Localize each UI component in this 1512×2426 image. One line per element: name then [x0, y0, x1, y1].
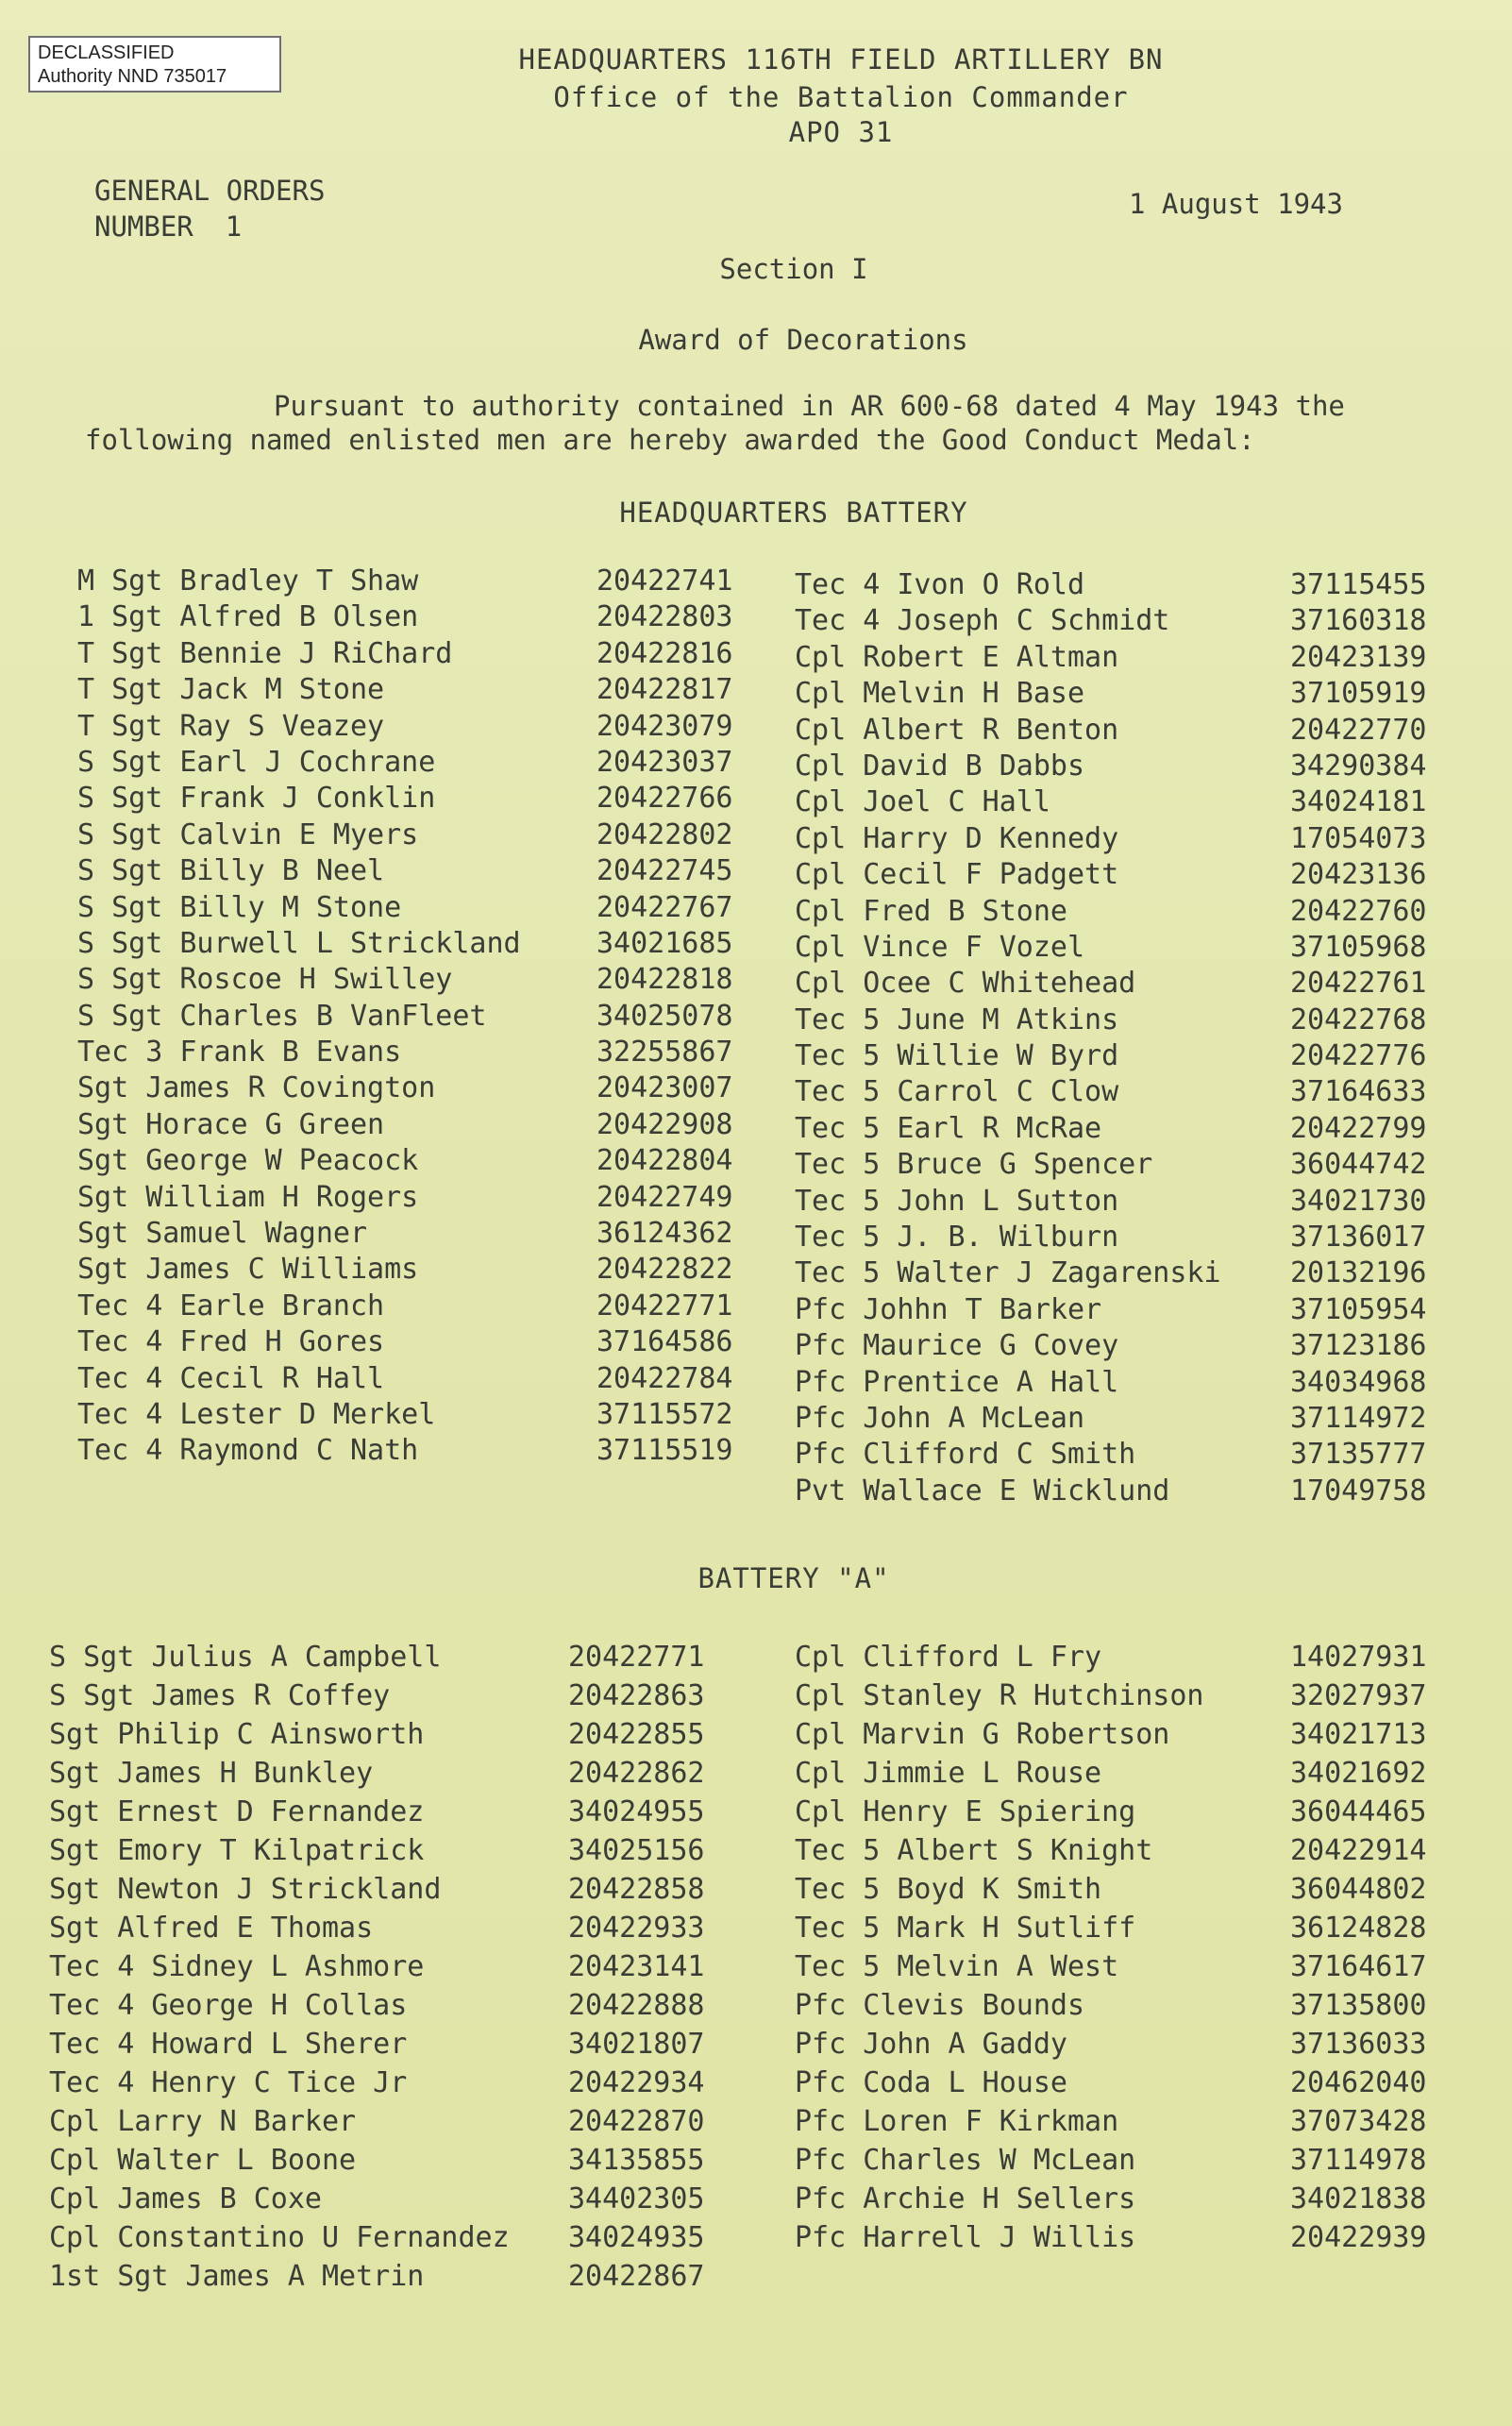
number-label: NUMBER [94, 211, 193, 243]
soldier-name: Tec 4 Henry C Tice Jr [49, 2066, 408, 2099]
soldier-name: T Sgt Bennie J RiChard [77, 636, 453, 670]
serial-number: 34402305 [568, 2182, 705, 2215]
soldier-name: Cpl Constantino U Fernandez [49, 2221, 510, 2254]
soldier-name: Sgt William H Rogers [77, 1180, 419, 1214]
serial-number: 37160318 [1290, 604, 1427, 638]
award-heading: Award of Decorations [638, 324, 968, 356]
soldier-name: Tec 3 Frank B Evans [77, 1036, 402, 1070]
soldier-name: T Sgt Ray S Veazey [77, 709, 385, 743]
soldier-name: S Sgt Calvin E Myers [77, 817, 419, 851]
serial-number: 34135855 [568, 2144, 705, 2177]
soldier-name: Pvt Wallace E Wicklund [795, 1474, 1170, 1508]
serial-number: 20423136 [1290, 858, 1427, 892]
serial-number: 20422804 [596, 1144, 733, 1178]
section-heading: Section I [719, 253, 868, 285]
serial-number: 20422771 [568, 1641, 705, 1674]
authority-paragraph [85, 389, 1416, 457]
soldier-name: Pfc John A Gaddy [795, 2028, 1067, 2061]
serial-number: 37115572 [596, 1397, 733, 1431]
serial-number: 20422741 [596, 564, 733, 598]
soldier-name: Tec 5 John L Sutton [795, 1184, 1119, 1218]
serial-number: 20132196 [1290, 1256, 1427, 1290]
serial-number: 20422799 [1290, 1111, 1427, 1145]
soldier-name: Tec 5 Mark H Sutliff [795, 1912, 1136, 1945]
serial-number: 20422771 [596, 1289, 733, 1323]
soldier-name: Tec 5 Carrol C Clow [795, 1075, 1119, 1109]
soldier-name: Tec 4 Cecil R Hall [77, 1361, 385, 1395]
number-line [94, 209, 325, 244]
soldier-name: Tec 4 Joseph C Schmidt [795, 604, 1170, 638]
serial-number: 20422867 [568, 2260, 705, 2293]
header-apo: APO 31 [788, 116, 894, 148]
soldier-name: Tec 5 J. B. Wilburn [795, 1221, 1119, 1255]
soldier-name: Pfc Clevis Bounds [795, 1989, 1085, 2022]
hq-battery-title: HEADQUARTERS BATTERY [619, 497, 968, 529]
serial-number: 37115519 [596, 1434, 733, 1468]
soldier-name: Sgt James R Covington [77, 1071, 436, 1105]
soldier-name: Cpl Fred B Stone [795, 894, 1067, 928]
serial-number: 20423139 [1290, 640, 1427, 674]
soldier-name: Tec 4 Earle Branch [77, 1289, 385, 1323]
serial-number: 20422858 [568, 1873, 705, 1906]
serial-number: 37164633 [1290, 1075, 1427, 1109]
soldier-name: Pfc Charles W McLean [795, 2144, 1136, 2177]
soldier-name: Pfc John A McLean [795, 1401, 1085, 1435]
soldier-name: Sgt George W Peacock [77, 1144, 419, 1178]
serial-number: 20422908 [596, 1107, 733, 1141]
serial-number: 20422784 [596, 1361, 733, 1395]
serial-number: 37164586 [596, 1325, 733, 1359]
serial-number: 20422818 [596, 963, 733, 997]
serial-number: 37073428 [1290, 2105, 1427, 2138]
serial-number: 37123186 [1290, 1329, 1427, 1363]
soldier-name: Tec 5 Willie W Byrd [795, 1039, 1119, 1073]
soldier-name: Pfc Johhn T Barker [795, 1292, 1102, 1326]
serial-number: 20422870 [568, 2105, 705, 2138]
serial-number: 34021838 [1290, 2182, 1427, 2215]
order-date: 1 August 1943 [1129, 188, 1343, 220]
soldier-name: Pfc Maurice G Covey [795, 1329, 1119, 1363]
soldier-name: Cpl Harry D Kennedy [795, 821, 1119, 855]
serial-number: 20422776 [1290, 1039, 1427, 1073]
soldier-name: Tec 4 Lester D Merkel [77, 1397, 436, 1431]
paragraph-text: Pursuant to authority contained in AR 600-68 dated 4 May 1943 the following named enlisted men are hereby awarded the Good Conduct Medal: [85, 390, 1345, 456]
serial-number: 37135777 [1290, 1438, 1427, 1472]
serial-number: 20422766 [596, 782, 733, 816]
soldier-name: S Sgt Burwell L Strickland [77, 926, 521, 960]
soldier-name: Pfc Coda L House [795, 2066, 1067, 2099]
serial-number: 20422863 [568, 1679, 705, 1712]
soldier-name: Tec 5 Bruce G Spencer [795, 1148, 1153, 1182]
serial-number: 34021685 [596, 926, 733, 960]
soldier-name: Sgt Ernest D Fernandez [49, 1795, 425, 1828]
soldier-name: Pfc Prentice A Hall [795, 1365, 1119, 1399]
serial-number: 34024935 [568, 2221, 705, 2254]
serial-number: 37136017 [1290, 1221, 1427, 1255]
soldier-name: Cpl James B Coxe [49, 2182, 322, 2215]
soldier-name: S Sgt Charles B VanFleet [77, 999, 487, 1033]
serial-number: 20422816 [596, 636, 733, 670]
serial-number: 32255867 [596, 1036, 733, 1070]
serial-number: 36044742 [1290, 1148, 1427, 1182]
serial-number: 14027931 [1290, 1641, 1427, 1674]
serial-number: 20422934 [568, 2066, 705, 2099]
soldier-name: S Sgt Earl J Cochrane [77, 745, 436, 779]
soldier-name: Tec 5 Walter J Zagarenski [795, 1256, 1221, 1290]
serial-number: 34290384 [1290, 749, 1427, 783]
serial-number: 20422760 [1290, 894, 1427, 928]
soldier-name: Cpl Clifford L Fry [795, 1641, 1102, 1674]
serial-number: 20423079 [596, 709, 733, 743]
serial-number: 20422761 [1290, 967, 1427, 1001]
serial-number: 36044802 [1290, 1873, 1427, 1906]
soldier-name: Sgt Emory T Kilpatrick [49, 1834, 425, 1867]
serial-number: 37135800 [1290, 1989, 1427, 2022]
soldier-name: Pfc Loren F Kirkman [795, 2105, 1119, 2138]
header-unit: HEADQUARTERS 116TH FIELD ARTILLERY BN [518, 43, 1164, 76]
serial-number: 20423141 [568, 1950, 705, 1983]
soldier-name: Cpl Robert E Altman [795, 640, 1119, 674]
serial-number: 20422914 [1290, 1834, 1427, 1867]
soldier-name: Cpl David B Dabbs [795, 749, 1085, 783]
soldier-name: Cpl Stanley R Hutchinson [795, 1679, 1204, 1712]
soldier-name: Tec 4 Howard L Sherer [49, 2028, 408, 2061]
serial-number: 20422817 [596, 673, 733, 707]
soldier-name: Tec 4 Fred H Gores [77, 1325, 385, 1359]
soldier-name: Tec 4 Sidney L Ashmore [49, 1950, 425, 1983]
serial-number: 20422802 [596, 817, 733, 851]
general-orders-label [94, 173, 325, 244]
soldier-name: S Sgt Julius A Campbell [49, 1641, 442, 1674]
serial-number: 34025156 [568, 1834, 705, 1867]
soldier-name: Cpl Vince F Vozel [795, 930, 1085, 964]
serial-number: 37114972 [1290, 1401, 1427, 1435]
serial-number: 20423007 [596, 1071, 733, 1105]
soldier-name: Sgt Alfred E Thomas [49, 1912, 374, 1945]
soldier-name: Sgt James H Bunkley [49, 1757, 374, 1790]
soldier-name: Cpl Larry N Barker [49, 2105, 357, 2138]
serial-number: 20422939 [1290, 2221, 1427, 2254]
soldier-name: Cpl Marvin G Robertson [795, 1718, 1170, 1751]
serial-number: 20422745 [596, 854, 733, 888]
soldier-name: Pfc Archie H Sellers [795, 2182, 1136, 2215]
serial-number: 36124362 [596, 1217, 733, 1251]
soldier-name: M Sgt Bradley T Shaw [77, 564, 419, 598]
soldier-name: Tec 5 June M Atkins [795, 1002, 1119, 1036]
soldier-name: Cpl Walter L Boone [49, 2144, 357, 2177]
serial-number: 20422933 [568, 1912, 705, 1945]
soldier-name: Sgt Samuel Wagner [77, 1217, 368, 1251]
soldier-name: S Sgt James R Coffey [49, 1679, 391, 1712]
soldier-name: Tec 5 Albert S Knight [795, 1834, 1153, 1867]
serial-number: 20422749 [596, 1180, 733, 1214]
serial-number: 20422862 [568, 1757, 705, 1790]
serial-number: 37136033 [1290, 2028, 1427, 2061]
serial-number: 34021713 [1290, 1718, 1427, 1751]
soldier-name: Sgt Horace G Green [77, 1107, 385, 1141]
soldier-name: S Sgt Billy M Stone [77, 890, 402, 924]
order-number: 1 [225, 211, 243, 243]
serial-number: 34025078 [596, 999, 733, 1033]
serial-number: 20422855 [568, 1718, 705, 1751]
header-office: Office of the Battalion Commander [553, 81, 1129, 113]
serial-number: 20422768 [1290, 1002, 1427, 1036]
soldier-name: Sgt James C Williams [77, 1253, 419, 1287]
serial-number: 20422770 [1290, 713, 1427, 747]
soldier-name: 1 Sgt Alfred B Olsen [77, 600, 419, 634]
serial-number: 34021692 [1290, 1757, 1427, 1790]
battery-a-title: BATTERY "A" [697, 1562, 890, 1594]
stamp-line-2: Authority NND 735017 [38, 66, 227, 87]
serial-number: 37105968 [1290, 930, 1427, 964]
soldier-name: Tec 4 George H Collas [49, 1989, 408, 2022]
soldier-name: Cpl Joel C Hall [795, 785, 1050, 819]
serial-number: 36124828 [1290, 1912, 1427, 1945]
soldier-name: Cpl Jimmie L Rouse [795, 1757, 1102, 1790]
soldier-name: Cpl Ocee C Whitehead [795, 967, 1136, 1001]
soldier-name: Tec 4 Raymond C Nath [77, 1434, 419, 1468]
serial-number: 34024955 [568, 1795, 705, 1828]
soldier-name: S Sgt Roscoe H Swilley [77, 963, 453, 997]
soldier-name: T Sgt Jack M Stone [77, 673, 385, 707]
soldier-name: S Sgt Frank J Conklin [77, 782, 436, 816]
serial-number: 20423037 [596, 745, 733, 779]
serial-number: 32027937 [1290, 1679, 1427, 1712]
soldier-name: Cpl Melvin H Base [795, 677, 1085, 711]
serial-number: 34034968 [1290, 1365, 1427, 1399]
serial-number: 37105919 [1290, 677, 1427, 711]
serial-number: 20422767 [596, 890, 733, 924]
serial-number: 20462040 [1290, 2066, 1427, 2099]
soldier-name: S Sgt Billy B Neel [77, 854, 385, 888]
soldier-name: Sgt Newton J Strickland [49, 1873, 442, 1906]
soldier-name: Pfc Harrell J Willis [795, 2221, 1136, 2254]
serial-number: 37115455 [1290, 568, 1427, 601]
soldier-name: 1st Sgt James A Metrin [49, 2260, 425, 2293]
serial-number: 20422822 [596, 1253, 733, 1287]
soldier-name: Cpl Albert R Benton [795, 713, 1119, 747]
soldier-name: Cpl Henry E Spiering [795, 1795, 1136, 1828]
serial-number: 34024181 [1290, 785, 1427, 819]
serial-number: 20422803 [596, 600, 733, 634]
serial-number: 37114978 [1290, 2144, 1427, 2177]
soldier-name: Tec 5 Boyd K Smith [795, 1873, 1102, 1906]
serial-number: 36044465 [1290, 1795, 1427, 1828]
serial-number: 20422888 [568, 1989, 705, 2022]
general-orders-line: GENERAL ORDERS [94, 175, 326, 207]
serial-number: 37105954 [1290, 1292, 1427, 1326]
soldier-name: Tec 5 Earl R McRae [795, 1111, 1102, 1145]
soldier-name: Cpl Cecil F Padgett [795, 858, 1119, 892]
soldier-name: Tec 4 Ivon O Rold [795, 568, 1085, 601]
soldier-name: Pfc Clifford C Smith [795, 1438, 1136, 1472]
serial-number: 17049758 [1290, 1474, 1427, 1508]
soldier-name: Tec 5 Melvin A West [795, 1950, 1119, 1983]
serial-number: 34021730 [1290, 1184, 1427, 1218]
serial-number: 17054073 [1290, 821, 1427, 855]
serial-number: 34021807 [568, 2028, 705, 2061]
serial-number: 37164617 [1290, 1950, 1427, 1983]
soldier-name: Sgt Philip C Ainsworth [49, 1718, 425, 1751]
stamp-line-1: DECLASSIFIED [38, 42, 175, 63]
